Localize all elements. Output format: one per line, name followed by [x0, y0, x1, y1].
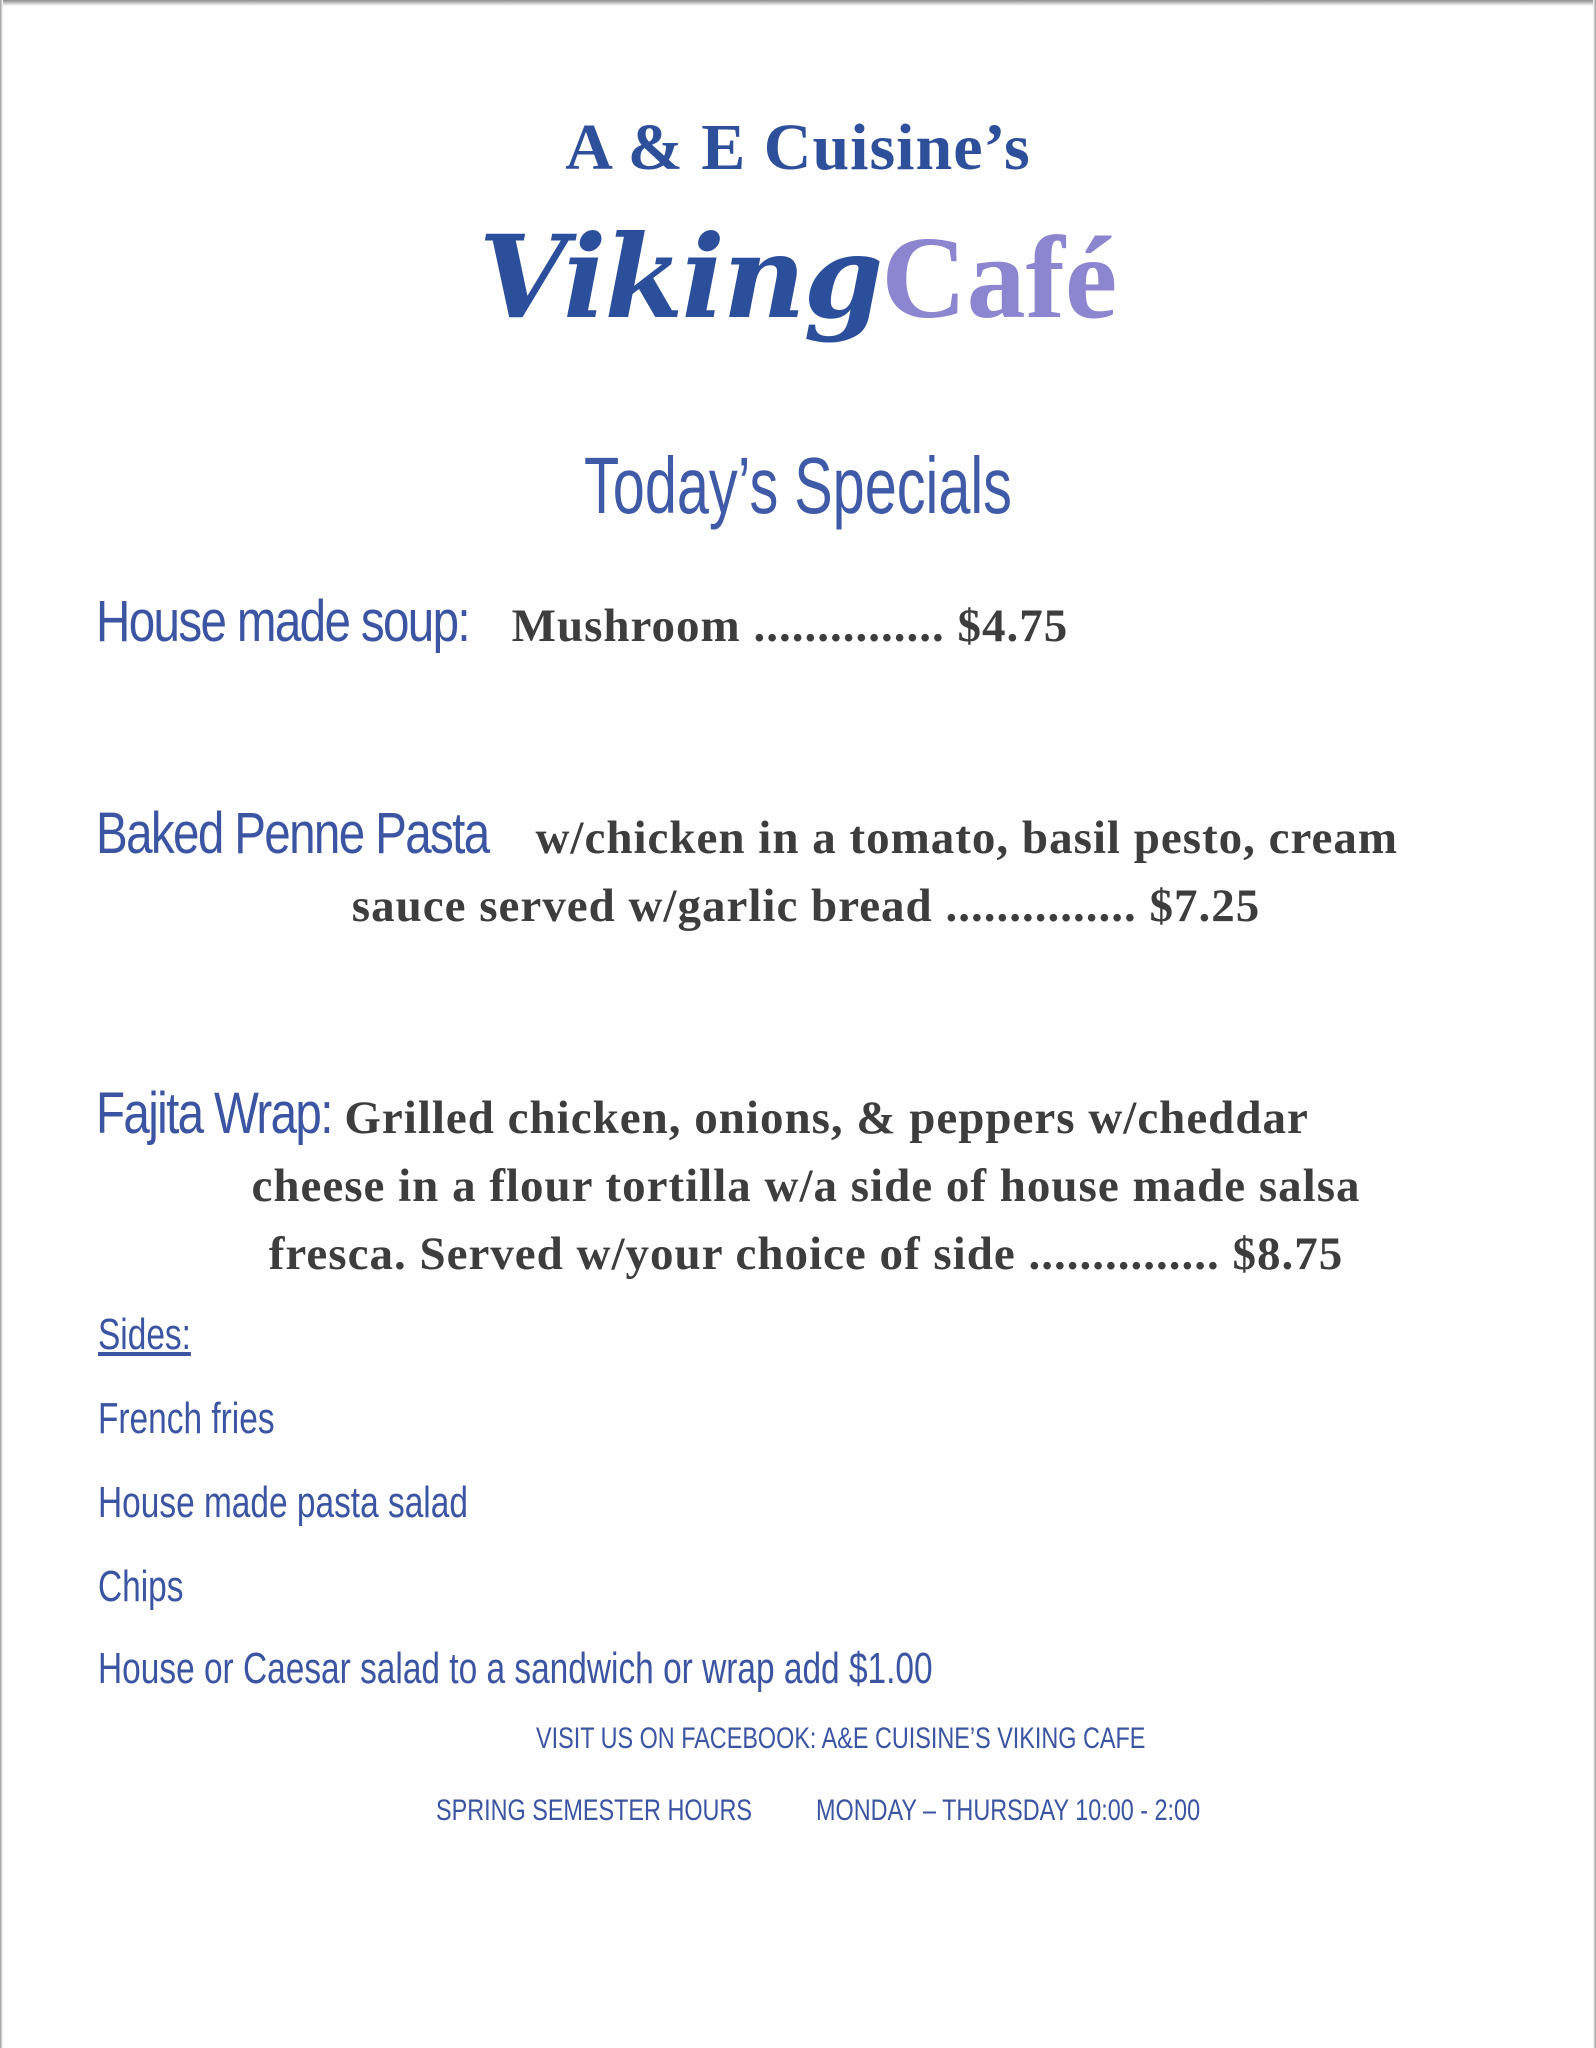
brand-viking: Viking [478, 210, 882, 344]
menu-item-line [96, 1080, 1516, 1152]
sides-heading: Sides: [98, 1310, 191, 1359]
hours-label: SPRING SEMESTER HOURS [436, 1794, 752, 1827]
side-item: House or Caesar salad to a sandwich or wrap add $1.00 [98, 1644, 933, 1693]
facebook-notice: VISIT US ON FACEBOOK: A&E CUISINE’S VIKING CAFE [536, 1722, 1146, 1755]
specials-title: Today’s Specials [584, 441, 1012, 530]
menu-item-description-line3: fresca. Served w/your choice of side ............... $8.75 [268, 1228, 1344, 1280]
brand-cafe: Café [881, 212, 1118, 343]
menu-item-description-line2: sauce served w/garlic bread ............... $7.25 [351, 880, 1261, 932]
menu-item-line [96, 588, 1516, 660]
menu-item-soup [96, 588, 1516, 660]
scan-edge-top [0, 0, 1596, 6]
menu-item-line [96, 800, 1516, 872]
menu-item-wrap [96, 1080, 1516, 1288]
menu-item-name: Fajita Wrap: [96, 1081, 332, 1146]
menu-item-description: Grilled chicken, onions, & peppers w/cheddar [344, 1092, 1309, 1144]
side-item: House made pasta salad [98, 1478, 468, 1527]
menu-item-description: Mushroom ............... $4.75 [511, 600, 1069, 652]
menu-item-description-line2: cheese in a flour tortilla w/a side of house made salsa [251, 1160, 1361, 1212]
hours-value: MONDAY – THURSDAY 10:00 - 2:00 [816, 1794, 1201, 1827]
side-item: Chips [98, 1562, 184, 1611]
brand-owner: A & E Cuisine’s [565, 111, 1031, 184]
side-item: French fries [98, 1394, 275, 1443]
menu-item-pasta [96, 800, 1516, 940]
brand-logo [0, 210, 1596, 346]
menu-item-name: Baked Penne Pasta [96, 801, 489, 866]
menu-item-name: House made soup: [96, 589, 469, 654]
menu-item-description: w/chicken in a tomato, basil pesto, cream [535, 812, 1399, 864]
